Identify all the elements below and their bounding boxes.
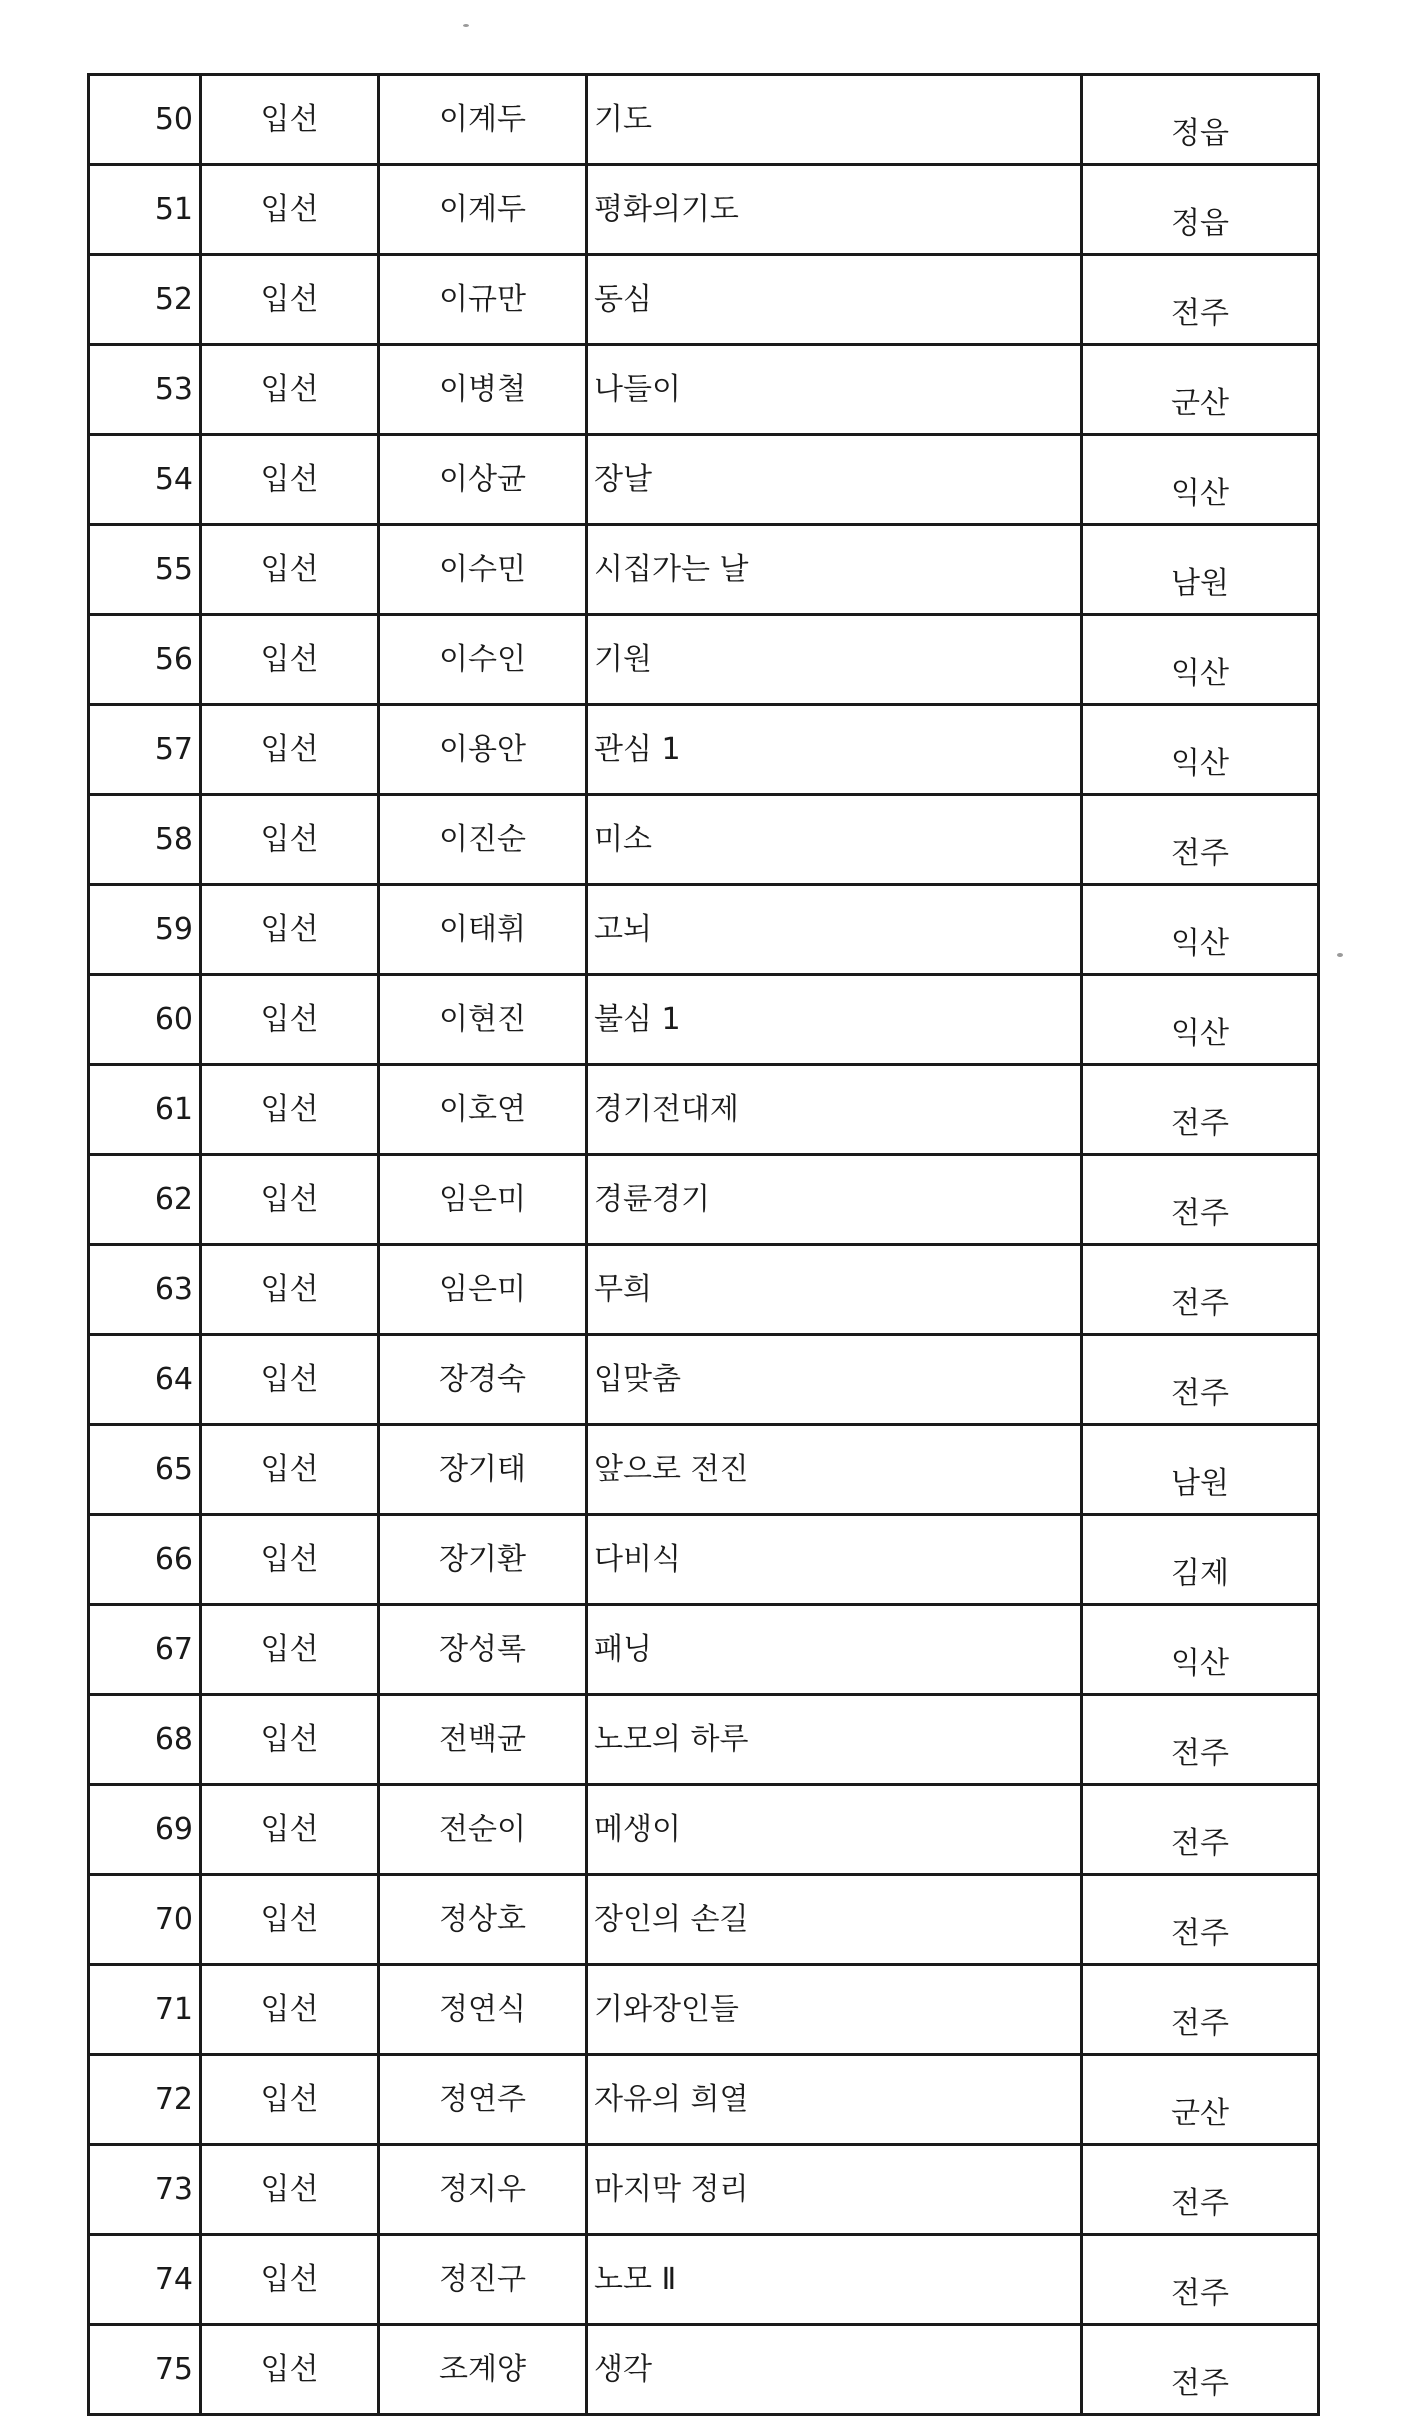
work-title: 장날	[587, 435, 1082, 525]
author-name: 전백균	[379, 1695, 587, 1785]
work-title: 기원	[587, 615, 1082, 705]
author-name: 전순이	[379, 1785, 587, 1875]
region-cell: 전주	[1082, 2325, 1319, 2415]
table-row	[89, 1965, 1319, 2055]
results-table-body	[89, 75, 1319, 2415]
table-row	[89, 345, 1319, 435]
table-row	[89, 1785, 1319, 1875]
work-title: 메생이	[587, 1785, 1082, 1875]
author-name: 정지우	[379, 2145, 587, 2235]
award-cell: 입선	[201, 705, 379, 795]
entry-number: 57	[89, 705, 201, 795]
award-cell: 입선	[201, 1875, 379, 1965]
table-row	[89, 1605, 1319, 1695]
entry-number: 74	[89, 2235, 201, 2325]
region-cell: 전주	[1082, 1245, 1319, 1335]
work-title: 기와장인들	[587, 1965, 1082, 2055]
author-name: 장경숙	[379, 1335, 587, 1425]
region-cell: 익산	[1082, 705, 1319, 795]
award-cell: 입선	[201, 795, 379, 885]
entry-number: 53	[89, 345, 201, 435]
work-title: 기도	[587, 75, 1082, 165]
author-name: 이현진	[379, 975, 587, 1065]
award-cell: 입선	[201, 255, 379, 345]
award-cell: 입선	[201, 885, 379, 975]
results-table	[87, 73, 1320, 2416]
author-name: 이수인	[379, 615, 587, 705]
award-cell: 입선	[201, 1245, 379, 1335]
entry-number: 61	[89, 1065, 201, 1155]
table-row	[89, 795, 1319, 885]
table-row	[89, 705, 1319, 795]
table-row	[89, 2325, 1319, 2415]
author-name: 이계두	[379, 165, 587, 255]
award-cell: 입선	[201, 525, 379, 615]
award-cell: 입선	[201, 1155, 379, 1245]
work-title: 앞으로 전진	[587, 1425, 1082, 1515]
work-title: 고뇌	[587, 885, 1082, 975]
region-cell: 전주	[1082, 795, 1319, 885]
work-title: 마지막 정리	[587, 2145, 1082, 2235]
region-cell: 전주	[1082, 1875, 1319, 1965]
table-row	[89, 2145, 1319, 2235]
entry-number: 69	[89, 1785, 201, 1875]
region-cell: 전주	[1082, 255, 1319, 345]
award-cell: 입선	[201, 1065, 379, 1155]
scan-speck	[1337, 953, 1343, 957]
award-cell: 입선	[201, 1785, 379, 1875]
work-title: 장인의 손길	[587, 1875, 1082, 1965]
entry-number: 75	[89, 2325, 201, 2415]
region-cell: 전주	[1082, 1695, 1319, 1785]
region-cell: 전주	[1082, 1965, 1319, 2055]
table-row	[89, 1245, 1319, 1335]
table-row	[89, 1425, 1319, 1515]
author-name: 조계양	[379, 2325, 587, 2415]
award-cell: 입선	[201, 1425, 379, 1515]
entry-number: 59	[89, 885, 201, 975]
work-title: 무희	[587, 1245, 1082, 1335]
award-cell: 입선	[201, 435, 379, 525]
author-name: 이호연	[379, 1065, 587, 1155]
work-title: 평화의기도	[587, 165, 1082, 255]
table-row	[89, 435, 1319, 525]
table-row	[89, 1695, 1319, 1785]
award-cell: 입선	[201, 2235, 379, 2325]
author-name: 이병철	[379, 345, 587, 435]
author-name: 정연주	[379, 2055, 587, 2145]
table-row	[89, 75, 1319, 165]
award-cell: 입선	[201, 2145, 379, 2235]
author-name: 이태휘	[379, 885, 587, 975]
author-name: 이진순	[379, 795, 587, 885]
region-cell: 전주	[1082, 1335, 1319, 1425]
entry-number: 58	[89, 795, 201, 885]
entry-number: 63	[89, 1245, 201, 1335]
entry-number: 72	[89, 2055, 201, 2145]
work-title: 패닝	[587, 1605, 1082, 1695]
award-cell: 입선	[201, 75, 379, 165]
work-title: 입맞춤	[587, 1335, 1082, 1425]
entry-number: 60	[89, 975, 201, 1065]
entry-number: 64	[89, 1335, 201, 1425]
award-cell: 입선	[201, 2325, 379, 2415]
award-cell: 입선	[201, 165, 379, 255]
work-title: 관심 1	[587, 705, 1082, 795]
region-cell: 군산	[1082, 2055, 1319, 2145]
region-cell: 전주	[1082, 2145, 1319, 2235]
table-row	[89, 1335, 1319, 1425]
award-cell: 입선	[201, 1965, 379, 2055]
table-row	[89, 975, 1319, 1065]
entry-number: 56	[89, 615, 201, 705]
author-name: 임은미	[379, 1155, 587, 1245]
award-cell: 입선	[201, 1515, 379, 1605]
table-row	[89, 2235, 1319, 2325]
entry-number: 52	[89, 255, 201, 345]
region-cell: 김제	[1082, 1515, 1319, 1605]
award-cell: 입선	[201, 1335, 379, 1425]
region-cell: 남원	[1082, 525, 1319, 615]
entry-number: 66	[89, 1515, 201, 1605]
author-name: 장성록	[379, 1605, 587, 1695]
work-title: 자유의 희열	[587, 2055, 1082, 2145]
award-cell: 입선	[201, 1605, 379, 1695]
author-name: 정진구	[379, 2235, 587, 2325]
table-row	[89, 1155, 1319, 1245]
table-row	[89, 1875, 1319, 1965]
work-title: 경륜경기	[587, 1155, 1082, 1245]
award-cell: 입선	[201, 345, 379, 435]
table-row	[89, 885, 1319, 975]
work-title: 미소	[587, 795, 1082, 885]
entry-number: 73	[89, 2145, 201, 2235]
region-cell: 전주	[1082, 2235, 1319, 2325]
author-name: 장기태	[379, 1425, 587, 1515]
region-cell: 전주	[1082, 1155, 1319, 1245]
work-title: 경기전대제	[587, 1065, 1082, 1155]
author-name: 이수민	[379, 525, 587, 615]
table-row	[89, 165, 1319, 255]
entry-number: 51	[89, 165, 201, 255]
author-name: 정연식	[379, 1965, 587, 2055]
table-row	[89, 615, 1319, 705]
work-title: 나들이	[587, 345, 1082, 435]
region-cell: 남원	[1082, 1425, 1319, 1515]
region-cell: 정읍	[1082, 75, 1319, 165]
entry-number: 55	[89, 525, 201, 615]
table-row	[89, 525, 1319, 615]
author-name: 임은미	[379, 1245, 587, 1335]
work-title: 동심	[587, 255, 1082, 345]
region-cell: 익산	[1082, 615, 1319, 705]
entry-number: 62	[89, 1155, 201, 1245]
award-cell: 입선	[201, 975, 379, 1065]
award-cell: 입선	[201, 2055, 379, 2145]
author-name: 이계두	[379, 75, 587, 165]
author-name: 이규만	[379, 255, 587, 345]
region-cell: 익산	[1082, 975, 1319, 1065]
work-title: 시집가는 날	[587, 525, 1082, 615]
table-row	[89, 255, 1319, 345]
entry-number: 65	[89, 1425, 201, 1515]
region-cell: 전주	[1082, 1785, 1319, 1875]
region-cell: 익산	[1082, 1605, 1319, 1695]
region-cell: 전주	[1082, 1065, 1319, 1155]
work-title: 생각	[587, 2325, 1082, 2415]
region-cell: 정읍	[1082, 165, 1319, 255]
author-name: 이상균	[379, 435, 587, 525]
table-row	[89, 2055, 1319, 2145]
work-title: 노모 Ⅱ	[587, 2235, 1082, 2325]
work-title: 다비식	[587, 1515, 1082, 1605]
region-cell: 군산	[1082, 345, 1319, 435]
award-cell: 입선	[201, 1695, 379, 1785]
entry-number: 50	[89, 75, 201, 165]
work-title: 노모의 하루	[587, 1695, 1082, 1785]
entry-number: 68	[89, 1695, 201, 1785]
entry-number: 54	[89, 435, 201, 525]
author-name: 이용안	[379, 705, 587, 795]
entry-number: 67	[89, 1605, 201, 1695]
award-cell: 입선	[201, 615, 379, 705]
author-name: 장기환	[379, 1515, 587, 1605]
table-row	[89, 1065, 1319, 1155]
author-name: 정상호	[379, 1875, 587, 1965]
work-title: 불심 1	[587, 975, 1082, 1065]
region-cell: 익산	[1082, 885, 1319, 975]
entry-number: 70	[89, 1875, 201, 1965]
region-cell: 익산	[1082, 435, 1319, 525]
table-row	[89, 1515, 1319, 1605]
entry-number: 71	[89, 1965, 201, 2055]
scan-speck	[463, 24, 469, 27]
